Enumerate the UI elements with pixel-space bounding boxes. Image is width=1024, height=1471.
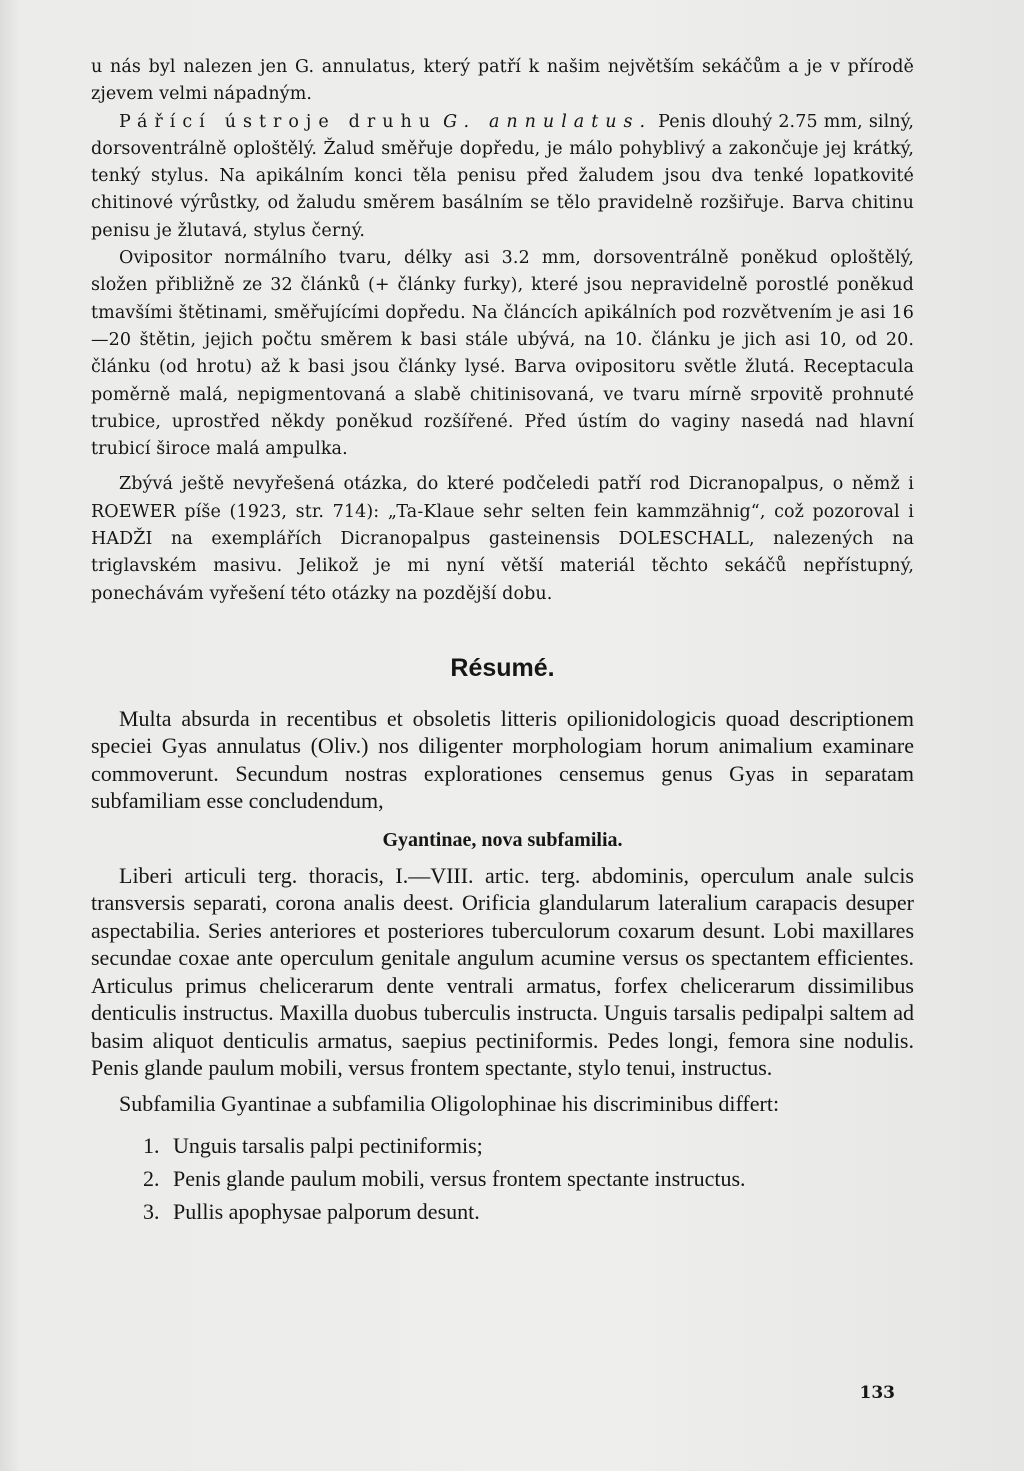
resume-title: Résumé. [450,653,555,682]
page-number: 133 [859,1383,895,1403]
section-heading-copulatory-organs: Pářící ústroje druhu [119,111,438,132]
czech-paragraph-3: Ovipositor normálního tvaru, délky asi 3.2 mm, dorsoventrálně poněkud oploštělý, složen přibližně ze 32 článků (+ články furky), které jsou nepravidelně porostlé poněkud tmavšími štětinami, směřujícími dopředu. Na článcích apikálních pod rozvětvením je asi 16—20 štětin, jejich počtu směrem k basi stále ubývá, na 10. článku je jich asi 10, od 20. článku (od hrotu) až k basi jsou články lysé. Barva ovipositoru světle žlutá. Receptacula poměrně malá, nepigmentovaná a slabě chitinisovaná, ve tvaru mírně srpovitě prohnuté trubice, uprostřed někdy poněkud rozšířené. Před ústím do vaginy nasedá nad hlavní trubicí široce malá ampulka. [91,248,914,460]
czech-paragraph-4: Zbývá ještě nevyřešená otázka, do které podčeledi patří rod Dicranopalpus, o němž i ROEWER píše (1923, str. 714): „Ta-Klaue sehr selten fein kammzähnig“, což pozoroval i HADŽI na exemplářích Dicranopalpus gasteinensis DOLESCHALL, nalezených na triglavském masivu. Jelikož je mi nyní větší materiál těchto sekáčů nepřístupný, ponechávám vyřešení této otázky na pozdější dobu. [91,474,914,604]
list-item [143,1195,914,1228]
list-item-number: 2. [143,1166,160,1192]
discriminator-list [143,1129,914,1228]
czech-paragraph-2-body: Penis dlouhý 2.75 mm, silný, dorsoventrálně oploštělý. Žalud směřuje dopředu, je málo pohyblivý a zakončuje jej krátký, tenký stylus. Na apikálním konci těla penisu před žaludem jsou dva tenké lopatkovité chitinové výrůstky, od žaludu směrem basálním se tělo pravidelně rozšiřuje. Barva chitinu penisu je žlutavá, stylus černý. [91,111,914,241]
list-item [143,1129,914,1162]
resume-paragraph-2: Liberi articuli terg. thoracis, I.—VIII. artic. terg. abdominis, operculum anale sulcis transversis separati, corona analis deest. Orificia glandularum lateralium carapacis desuper aspectabilia. Series anteriores et posteriores tuberculorum coxarum desunt. Lobi maxillares secundae coxae ante operculum genitale angulum acumine versus os spectantem efficientes. Articulus primus chelicerarum dente ventrali armatus, forfex chelicerarum dissimilibus denticulis instructus. Maxilla duobus tuberculis instructa. Unguis tarsalis pedipalpi saltem ad basim aliquot denticulis armatus, saepius pectiniformis. Pedes longi, femora sine nodulis. Penis glande paulum mobili, versus frontem spectante, stylo tenui, instructus. [91,862,914,1081]
species-name: G. annulatus. [443,111,653,132]
list-item-number: 1. [143,1133,160,1159]
list-item-text: Penis glande paulum mobili, versus frontem spectante instructus. [173,1166,746,1192]
list-item-text: Pullis apophysae palporum desunt. [173,1199,480,1225]
czech-paragraph-2 [91,109,914,245]
resume-paragraph-1: Multa absurda in recentibus et obsoletis litteris opilionidologicis quoad descriptionem speciei Gyas annulatus (Oliv.) nos diligenter morphologiam horum animalium examinare commoverunt. Secundum nostras explorationes censemus genus Gyas in separatam subfamiliam esse concludendum, [91,705,914,814]
czech-paragraph-1: u nás byl nalezen jen G. annulatus, který patří k našim největším sekáčům a je v přírodě zjevem velmi nápadným. [91,57,914,105]
list-item-text: Unguis tarsalis palpi pectiniformis; [173,1133,483,1159]
resume-paragraph-3: Subfamilia Gyantinae a subfamilia Oligolophinae his discriminibus differt: [119,1090,780,1116]
list-item [143,1162,914,1195]
list-item-number: 3. [143,1199,160,1225]
subfamily-heading: Gyantinae, nova subfamilia. [382,828,623,851]
text-column [91,54,914,1228]
